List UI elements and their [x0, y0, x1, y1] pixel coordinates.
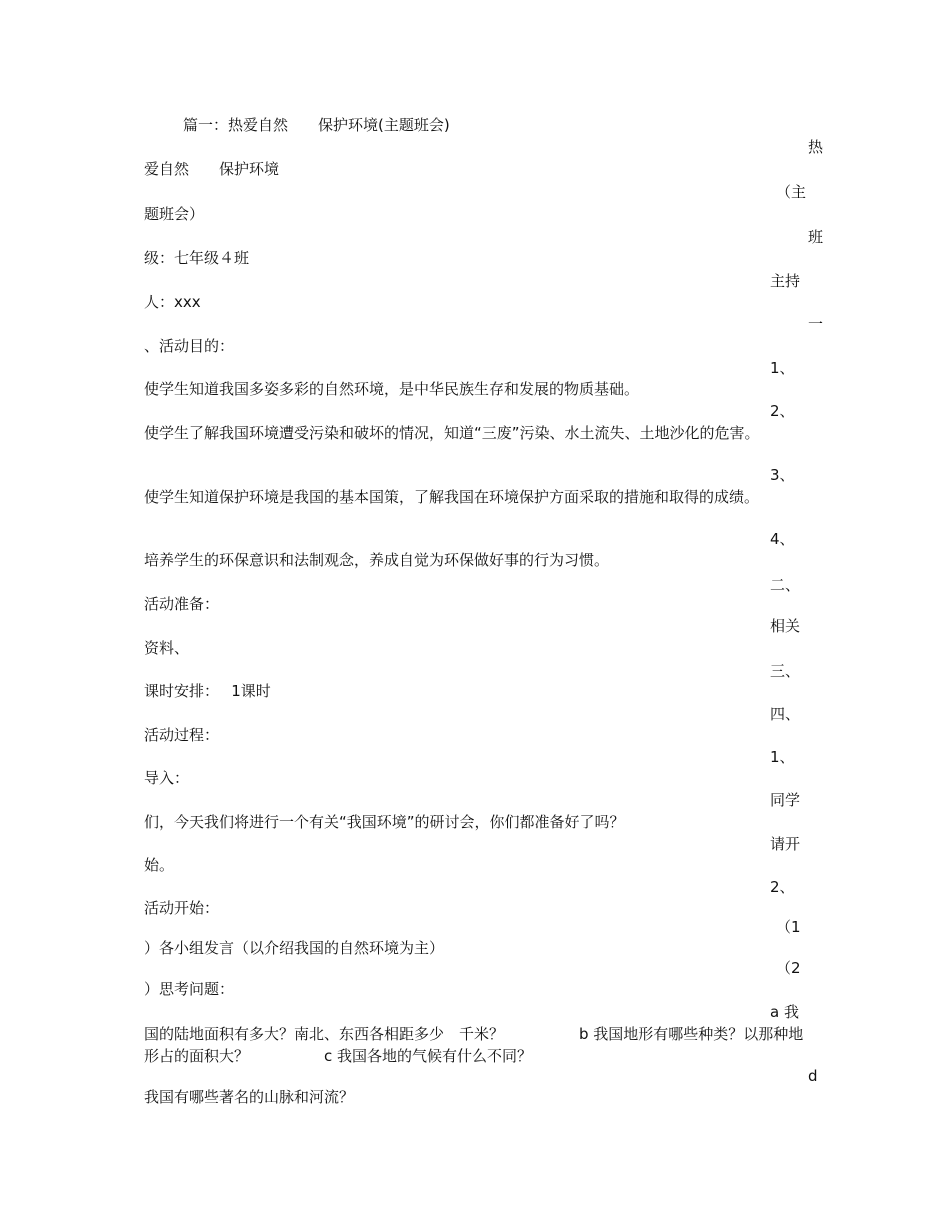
- right-fragment: 四、: [770, 705, 801, 723]
- body-line: 级：七年级４班: [144, 249, 250, 267]
- body-paragraph: 使学生知道保护环境是我国的基本国策，了解我国在环境保护方面采取的措施和取得的成绩。: [144, 488, 760, 506]
- right-fragment: 三、: [770, 662, 801, 680]
- right-fragment: 2、: [770, 402, 795, 420]
- body-line: 题班会）: [144, 205, 205, 223]
- body-line: 活动开始：: [144, 899, 220, 917]
- right-fragment: 热: [808, 138, 824, 156]
- body-line: 活动过程：: [144, 726, 220, 744]
- right-fragment: （1: [776, 918, 801, 936]
- body-line: ）各小组发言（以介绍我国的自然环境为主）: [144, 939, 445, 957]
- body-line: 我国有哪些著名的山脉和河流？: [144, 1088, 355, 1106]
- document-title: 篇一：热爱自然 保护环境(主题班会): [183, 116, 450, 134]
- right-fragment: 3、: [770, 466, 795, 484]
- right-fragment: 4、: [770, 530, 795, 548]
- body-line: 活动准备：: [144, 595, 220, 613]
- right-fragment: 1、: [770, 359, 795, 377]
- right-fragment: 同学: [770, 791, 801, 809]
- body-line: 导入：: [144, 769, 190, 787]
- body-line: 爱自然 保护环境: [144, 160, 280, 178]
- right-fragment: a 我: [770, 1003, 799, 1021]
- body-line: 培养学生的环保意识和法制观念，养成自觉为环保做好事的行为习惯。: [144, 551, 610, 569]
- right-fragment: 相关: [770, 617, 801, 635]
- right-fragment: 2、: [770, 878, 795, 896]
- body-line: 资料、: [144, 639, 190, 657]
- right-fragment: 二、: [770, 576, 801, 594]
- right-fragment: 班: [808, 228, 824, 246]
- body-line: ）思考问题：: [144, 980, 235, 998]
- body-line: 、活动目的：: [144, 337, 235, 355]
- right-fragment: 请开: [770, 835, 801, 853]
- body-line: 始。: [144, 856, 175, 874]
- right-fragment: （2: [776, 959, 801, 977]
- body-line: 使学生知道我国多姿多彩的自然环境，是中华民族生存和发展的物质基础。: [144, 380, 640, 398]
- right-fragment: （主: [776, 183, 807, 201]
- body-line: 人：xxx: [144, 293, 201, 311]
- right-fragment: 1、: [770, 748, 795, 766]
- body-line: 课时安排： 1课时: [144, 682, 271, 700]
- body-line: 们，今天我们将进行一个有关“我国环境”的研讨会，你们都准备好了吗？: [144, 813, 625, 831]
- body-paragraph: 国的陆地面积有多大？南北、东西各相距多少 千米？ b 我国地形有哪些种类？以那种地形占的面积大？ c 我国各地的气候有什么不同？: [144, 1025, 804, 1065]
- body-paragraph: 使学生了解我国环境遭受污染和破坏的情况，知道“三废”污染、水土流失、土地沙化的危害。: [144, 424, 760, 442]
- right-fragment: 主持: [770, 272, 801, 290]
- right-fragment: 一: [808, 315, 824, 333]
- right-fragment: d: [808, 1067, 818, 1085]
